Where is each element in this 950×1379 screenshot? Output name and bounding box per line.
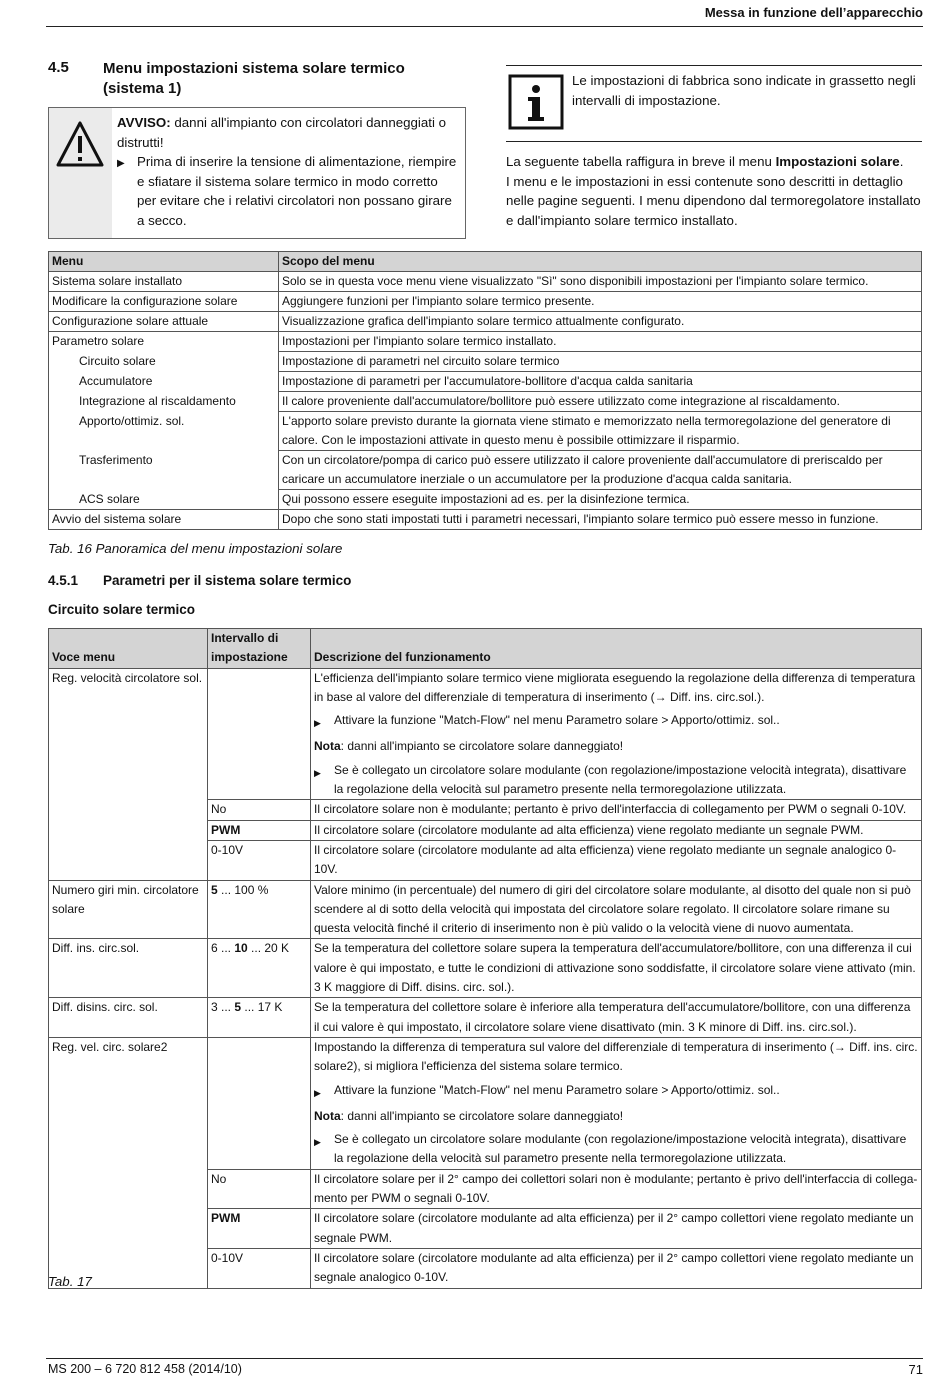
range-max: ... 20 K xyxy=(247,941,290,956)
submenu-cell: ACS solare xyxy=(49,490,279,510)
submenu-cell: Apporto/ottimiz. sol. xyxy=(49,412,279,451)
range-max: ... 17 K xyxy=(241,1000,283,1015)
menu-cell: Sistema solare installato xyxy=(49,272,279,292)
header-rule xyxy=(46,26,923,27)
intro-p1-bold: Impostazioni solare xyxy=(775,154,900,169)
submenu-cell: Integrazione al riscaldamento xyxy=(49,392,279,412)
warning-box xyxy=(48,107,466,239)
description-bullet xyxy=(314,1081,918,1103)
intro-p2: I menu e le impostazioni in essi contenute sono descritti in dettaglio nelle pagine seguenti. I menu dipendono dal termoregolatore installato e dall'impianto solare termico installato. xyxy=(506,173,921,228)
bullet-arrow-icon: ▶ xyxy=(314,1137,321,1148)
menu-item-cell xyxy=(49,1209,208,1249)
table-row xyxy=(49,412,922,451)
bullet-arrow-icon: ▶ xyxy=(314,718,321,729)
note-label: Nota xyxy=(314,739,341,754)
menu-item-cell xyxy=(49,820,208,840)
table-header-row xyxy=(49,629,922,669)
circuit-heading: Circuito solare termico xyxy=(48,602,196,617)
table-header-cell: Scopo del menu xyxy=(279,252,922,272)
table-row xyxy=(49,352,922,372)
range-rest: ... 100 % xyxy=(217,882,269,897)
note-text: : danni all'impianto se circolatore solare danneggiato! xyxy=(340,1108,624,1123)
table-row xyxy=(49,1037,922,1169)
menu-item-cell xyxy=(49,800,208,820)
description-paragraph: L'efficienza dell'impianto solare termico viene migliorata eseguendo la regolazione della differenza di temperatura in base al valore del differenziale di temperatura di inserimento (→ Diff. ins. circ.sol.). xyxy=(314,670,916,704)
menu-item-cell: Numero giri min. circolatore solare xyxy=(49,880,208,939)
purpose-cell: Visualizzazione grafica dell'impianto solare termico attualmente configurato. xyxy=(279,312,922,332)
description-cell: Il circolatore solare (circolatore modulante ad alta efficienza) per il 2° campo collettori viene regolato mediante un segnale analogico 0-10V. xyxy=(311,1248,922,1288)
info-rule-top xyxy=(506,65,922,66)
info-text: Le impostazioni di fabbrica sono indicate in grassetto negli intervalli di impostazione. xyxy=(572,73,916,108)
table-header-cell: Voce menu xyxy=(49,629,208,669)
description-cell: Se la temperatura del collettore solare è inferiore alla temperatura dell'accumulatore/bollitore, con una differenza il cui valore è qui impostato, il circolatore solare viene disattivato (min. 3 K minore di Diff. ins. circ.sol.). xyxy=(311,998,922,1038)
info-icon xyxy=(508,74,564,130)
intro-text xyxy=(506,152,926,230)
description-bullet xyxy=(314,711,918,733)
range-cell: PWM xyxy=(208,820,311,840)
table-17-caption: Tab. 17 xyxy=(48,1274,92,1289)
description-cell xyxy=(311,1037,922,1169)
range-cell: No xyxy=(208,1169,311,1209)
description-paragraph: Impostando la differenza di temperatura sul valore del differenziale di temperatura di inserimento (→ Diff. ins. circ. solare2), si migliora l'efficienza del sistema solare termico. xyxy=(314,1039,918,1074)
bullet-text: Attivare la funzione "Match-Flow" nel menu Parametro solare > Apporto/ottimiz. sol.. xyxy=(334,1082,780,1097)
table-row xyxy=(49,939,922,998)
range-cell: 0-10V xyxy=(208,1248,311,1288)
table-row xyxy=(49,451,922,490)
range-cell xyxy=(208,880,311,939)
solar-parameters-table xyxy=(48,628,922,1289)
range-default: 5 xyxy=(234,1000,242,1015)
bullet-arrow-icon: ▶ xyxy=(314,767,321,778)
warning-message: danni all'impianto con circolatori danneggiati o distrutti! xyxy=(117,115,446,150)
description-bullet xyxy=(314,761,918,800)
submenu-cell: Accumulatore xyxy=(49,372,279,392)
description-cell: Il circolatore solare per il 2° campo dei collettori solari non è modulante; pertanto è privo dell'interfaccia di collega-mento per PWM o segnali 0-10V. xyxy=(311,1169,922,1209)
description-bullet xyxy=(314,1130,918,1169)
menu-item-cell: Reg. velocità circolatore sol. xyxy=(49,668,208,800)
table-16-caption: Tab. 16 Panoramica del menu impostazioni solare xyxy=(48,541,343,556)
footer-document-id: MS 200 – 6 720 812 458 (2014/10) xyxy=(48,1362,242,1376)
range-cell xyxy=(208,668,311,800)
purpose-cell: Solo se in questa voce menu viene visualizzato "Sì" sono disponibili impostazioni per l'impianto solare termico. xyxy=(279,272,922,292)
table-row xyxy=(49,820,922,840)
table-row xyxy=(49,510,922,530)
section-title-line2: (sistema 1) xyxy=(103,80,182,97)
range-min: 3 ... xyxy=(211,1000,235,1015)
intro-p1-before: La seguente tabella raffigura in breve il menu xyxy=(506,154,776,169)
table-row xyxy=(49,272,922,292)
bullet-text: Attivare la funzione "Match-Flow" nel menu Parametro solare > Apporto/ottimiz. sol.. xyxy=(334,713,780,728)
table-row xyxy=(49,392,922,412)
submenu-cell: Circuito solare xyxy=(49,352,279,372)
page-header-title: Messa in funzione dell’apparecchio xyxy=(704,5,923,20)
menu-cell: Configurazione solare attuale xyxy=(49,312,279,332)
page-number: 71 xyxy=(908,1362,923,1377)
table-row xyxy=(49,490,922,510)
warning-triangle-icon xyxy=(55,120,105,170)
range-cell xyxy=(208,998,311,1038)
description-cell: Il circolatore solare (circolatore modulante ad alta efficienza) viene regolato mediante un segnale PWM. xyxy=(311,820,922,840)
description-cell: Valore minimo (in percentuale) del numero di giri del circolatore solare modulante, al disotto del quale non si può scendere al di sotto della velocità qui impostata del circolatore solare regolato. Il circolatore solare rimane su questa velocità finché il criterio di inserimento non è più valido o la velocità viene di nuovo aumentata. xyxy=(311,880,922,939)
warning-icon-panel xyxy=(49,108,112,238)
subsection-title: Parametri per il sistema solare termico xyxy=(103,573,352,588)
description-cell: Il circolatore solare non è modulante; pertanto è privo dell'interfaccia di collegamento per PWM o segnali 0-10V. xyxy=(311,800,922,820)
range-cell xyxy=(208,1037,311,1169)
warning-text xyxy=(117,113,457,230)
table-header-row xyxy=(49,252,922,272)
table-row xyxy=(49,312,922,332)
menu-item-cell: Reg. vel. circ. solare2 xyxy=(49,1037,208,1169)
table-row xyxy=(49,292,922,312)
description-cell: Se la temperatura del collettore solare supera la temperatura dell'accumulatore/bollitore, con una differenza il cui valore è qui impostato, e tutte le condizioni di attivazione sono soddisfatte, il circolatore solare viene attivato (min. 3 K maggiore di Diff. disins. circ. sol.). xyxy=(311,939,922,998)
table-row xyxy=(49,1248,922,1288)
range-cell: 0-10V xyxy=(208,840,311,880)
purpose-cell: Impostazioni per l'impianto solare termico installato. xyxy=(279,332,922,352)
description-cell: Il circolatore solare (circolatore modulante ad alta efficienza) viene regolato mediante un segnale analogico 0-10V. xyxy=(311,840,922,880)
menu-item-cell xyxy=(49,1169,208,1209)
range-default: 10 xyxy=(234,941,248,956)
table-row xyxy=(49,332,922,352)
purpose-cell: Dopo che sono stati impostati tutti i parametri necessari, l'impianto solare termico può essere messo in funzione. xyxy=(279,510,922,530)
section-title xyxy=(103,59,405,99)
table-header-cell: Descrizione del funzionamento xyxy=(311,629,922,669)
purpose-cell: Impostazione di parametri per l'accumulatore-bollitore d'acqua calda sanitaria xyxy=(279,372,922,392)
note-text: : danni all'impianto se circolatore solare danneggiato! xyxy=(340,739,624,754)
range-cell: PWM xyxy=(208,1209,311,1249)
footer-rule xyxy=(46,1358,923,1359)
menu-cell: Modificare la configurazione solare xyxy=(49,292,279,312)
table-row xyxy=(49,372,922,392)
table-header-cell: Menu xyxy=(49,252,279,272)
table-row xyxy=(49,668,922,800)
menu-item-cell: Diff. ins. circ.sol. xyxy=(49,939,208,998)
table-header-cell: Intervallo di impostazione xyxy=(208,629,311,669)
section-number: 4.5 xyxy=(48,59,69,76)
menu-overview-table xyxy=(48,251,922,530)
info-rule-bottom xyxy=(506,141,922,142)
warning-label: AVVISO: xyxy=(117,115,171,130)
purpose-cell: Impostazione di parametri nel circuito solare termico xyxy=(279,352,922,372)
menu-item-cell xyxy=(49,840,208,880)
purpose-cell: L'apporto solare previsto durante la giornata viene stimato e memorizzato nella termoregolazione del generatore di calore. Con le impostazioni attivate in questo menu è possibile ottimizzare il risparmio. xyxy=(279,412,922,451)
warning-bullet xyxy=(117,152,457,230)
purpose-cell: Il calore proveniente dall'accumulatore/bollitore può essere utilizzato come integrazione al riscaldamento. xyxy=(279,392,922,412)
description-note xyxy=(314,1107,918,1126)
section-title-line1: Menu impostazioni sistema solare termico xyxy=(103,60,405,77)
table-row xyxy=(49,1169,922,1209)
subsection-number: 4.5.1 xyxy=(48,573,79,588)
menu-cell: Avvio del sistema solare xyxy=(49,510,279,530)
menu-cell: Parametro solare xyxy=(49,332,279,352)
bullet-text: Se è collegato un circolatore solare modulante (con regolazione/impostazione velocità integrata), disattivare la regolazione della velocità sul parametro presente nella termoregolazione utilizzata. xyxy=(334,762,907,797)
warning-bullet-text: Prima di inserire la tensione di alimentazione, riempire e sfiatare il sistema solare termico in modo corretto per evitare che i relativi circolatori non possano girare a secco. xyxy=(137,154,457,228)
intro-p1-after: . xyxy=(899,154,904,169)
bullet-arrow-icon: ▶ xyxy=(117,158,125,169)
note-label: Nota xyxy=(314,1108,341,1123)
table-row xyxy=(49,1209,922,1249)
description-cell: Il circolatore solare (circolatore modulante ad alta efficienza) per il 2° campo collettori viene regolato mediante un segnale PWM. xyxy=(311,1209,922,1249)
purpose-cell: Con un circolatore/pompa di carico può essere utilizzato il calore proveniente dall'accumulatore di preriscaldo per caricare un accumulatore inerziale o un accumulatore per la produzione d'acqua calda sanitaria. xyxy=(279,451,922,490)
purpose-cell: Aggiungere funzioni per l'impianto solare termico presente. xyxy=(279,292,922,312)
submenu-cell: Trasferimento xyxy=(49,451,279,490)
bullet-arrow-icon: ▶ xyxy=(314,1087,321,1098)
table-row xyxy=(49,998,922,1038)
table-row xyxy=(49,880,922,939)
range-cell: No xyxy=(208,800,311,820)
table-row xyxy=(49,800,922,820)
range-min: 6 ... xyxy=(211,941,235,956)
table-row xyxy=(49,840,922,880)
description-note xyxy=(314,737,918,756)
description-cell xyxy=(311,668,922,800)
range-cell xyxy=(208,939,311,998)
bullet-text: Se è collegato un circolatore solare modulante (con regolazione/impostazione velocità integrata), disattivare la regolazione della velocità sul parametro presente nella termoregolazione utilizzata. xyxy=(334,1132,907,1166)
purpose-cell: Qui possono essere eseguite impostazioni ad es. per la disinfezione termica. xyxy=(279,490,922,510)
menu-item-cell: Diff. disins. circ. sol. xyxy=(49,998,208,1038)
range-default: 5 xyxy=(211,882,218,897)
